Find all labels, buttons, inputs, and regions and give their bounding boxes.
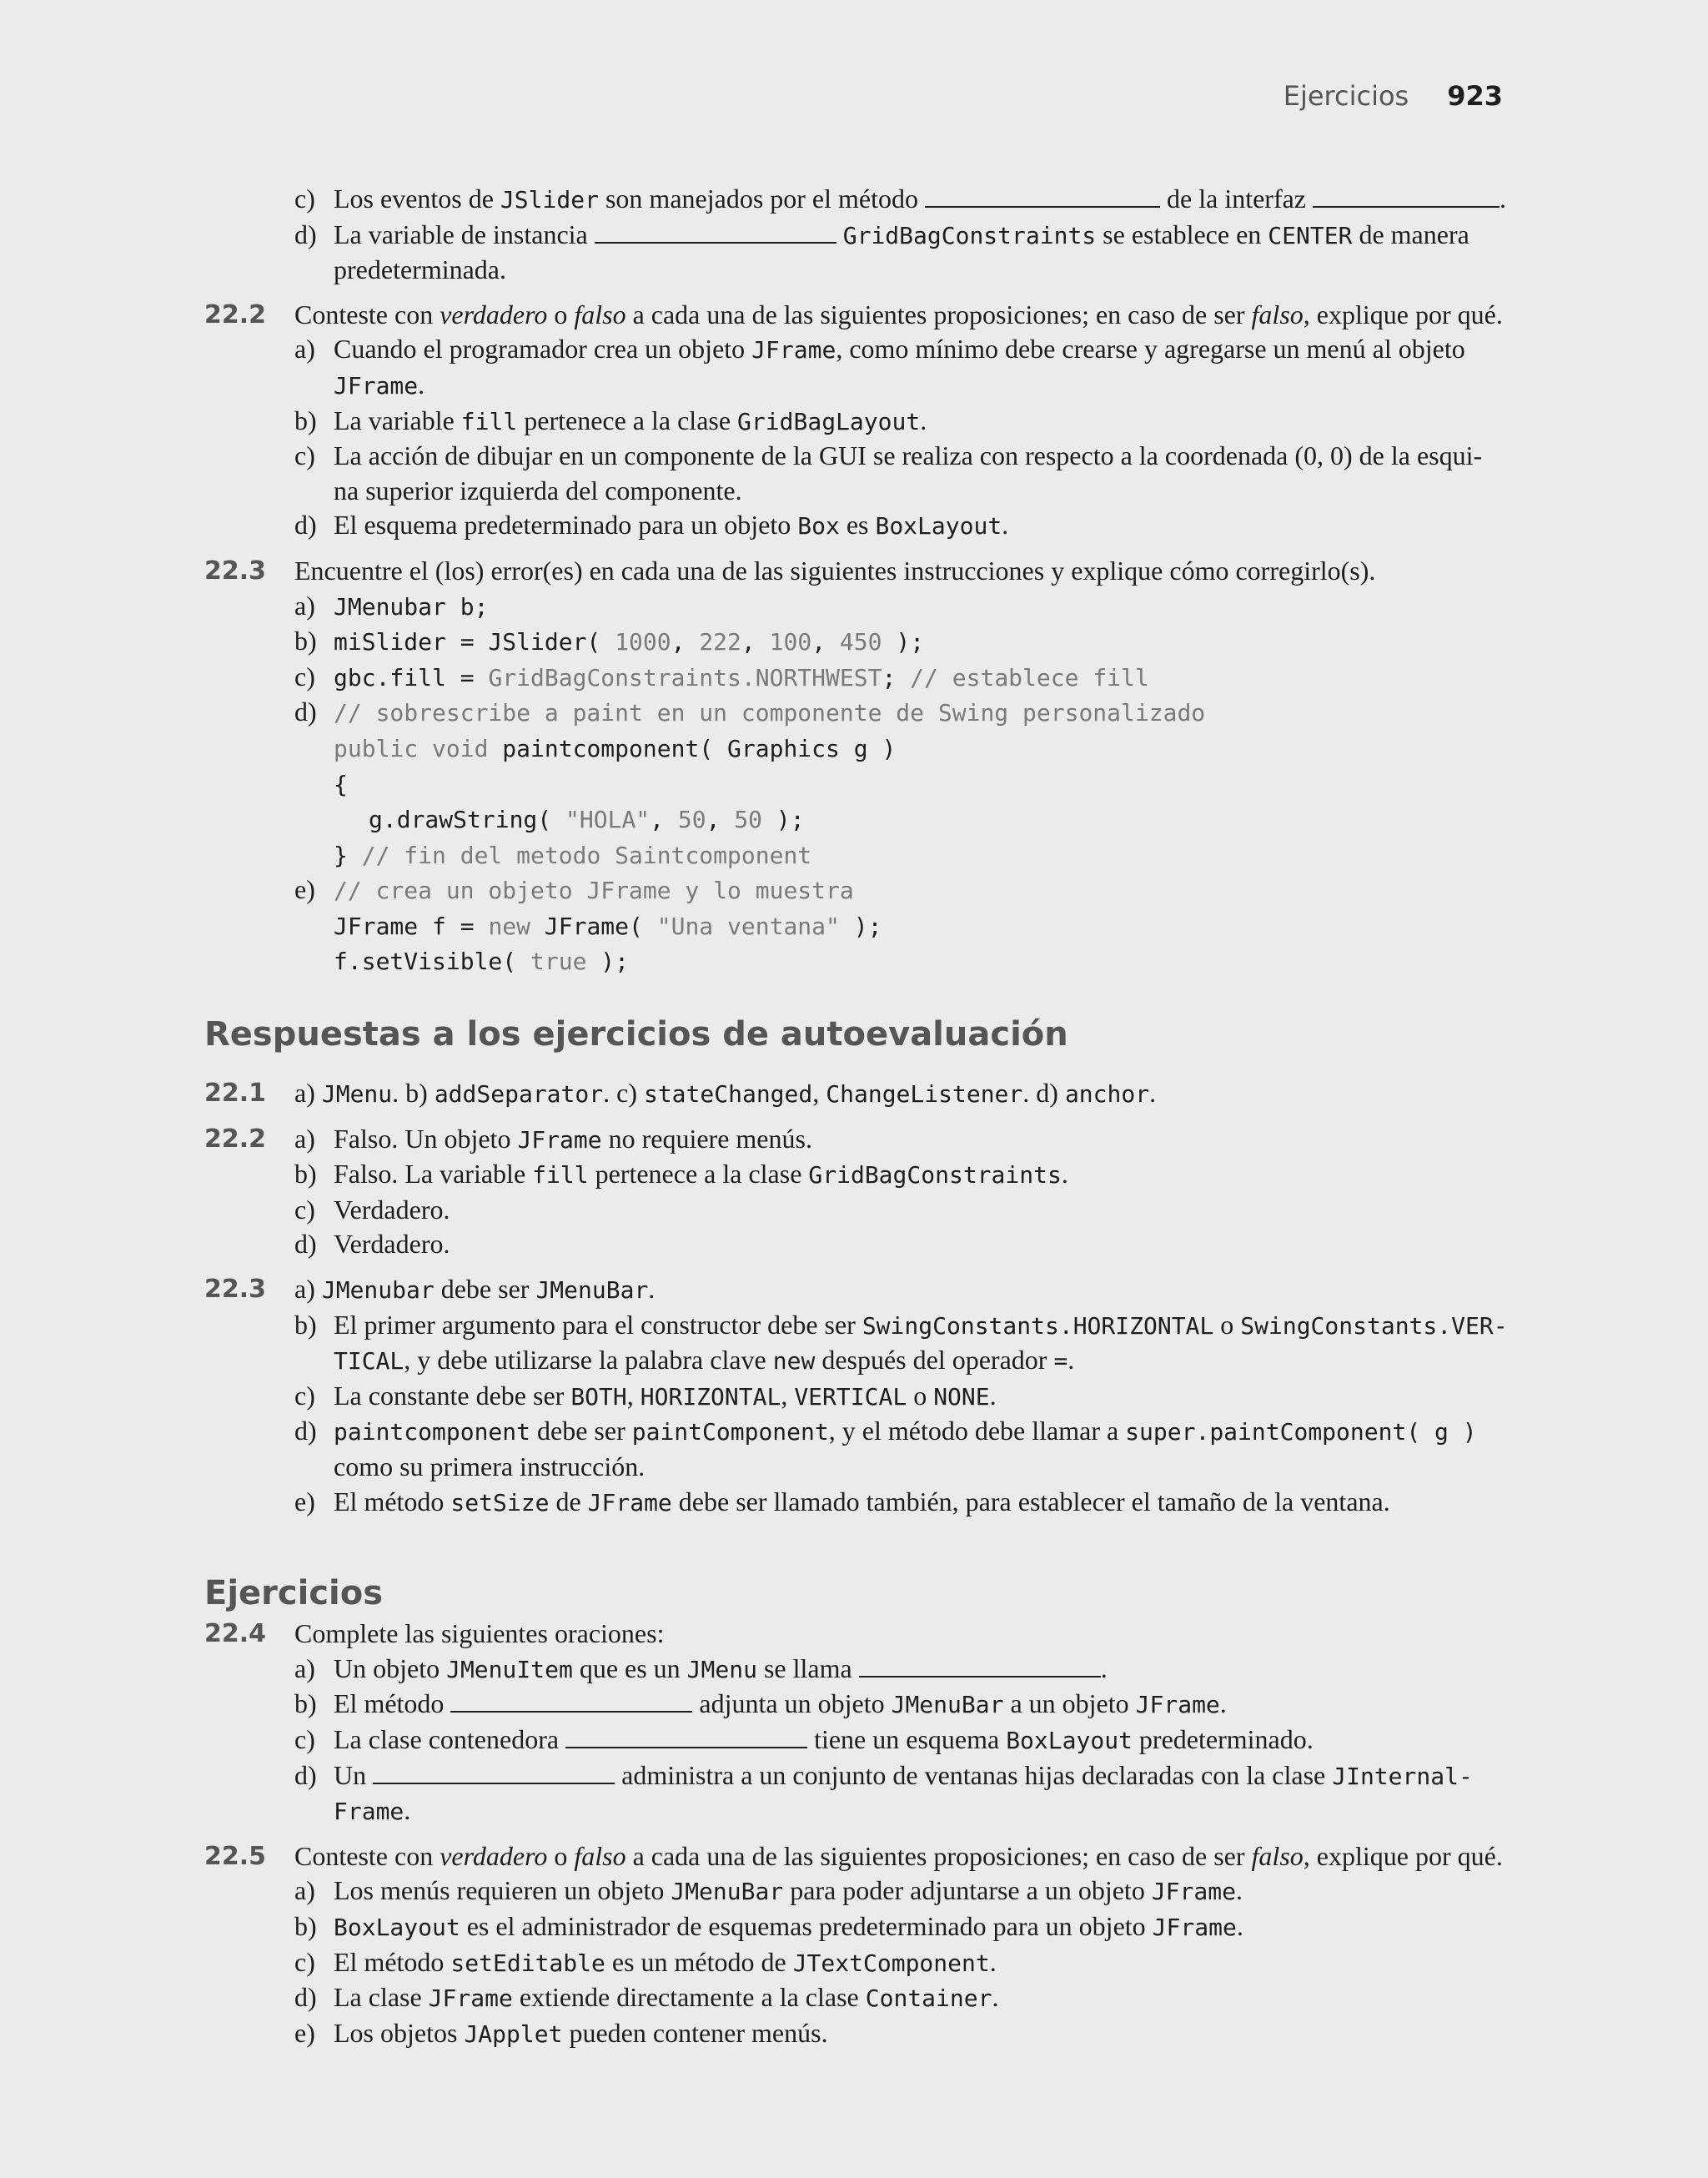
text: , bbox=[781, 1380, 795, 1411]
text: no requiere menús. bbox=[601, 1123, 812, 1154]
text: . bbox=[1235, 1875, 1243, 1906]
code: g.drawString( bbox=[369, 806, 566, 834]
text: , explique por qué. bbox=[1303, 299, 1503, 329]
text: Los menús requieren un objeto bbox=[334, 1875, 671, 1906]
text: se llama bbox=[756, 1652, 852, 1683]
text: La variable de instancia bbox=[334, 219, 588, 249]
text: . bbox=[418, 369, 425, 400]
running-head bbox=[1284, 80, 1503, 112]
item-label: d) bbox=[294, 1982, 317, 2013]
code: new bbox=[772, 1347, 816, 1376]
code: 50 bbox=[734, 806, 763, 834]
answer-22-2-item-a bbox=[204, 1122, 1502, 1158]
text: . bbox=[1500, 184, 1506, 214]
exercise-22-5 bbox=[204, 1839, 1502, 1874]
exercise-22-2-item-a-cont bbox=[204, 368, 1502, 404]
code-keyword: public void bbox=[334, 734, 503, 762]
code: JFrame bbox=[1152, 1913, 1237, 1941]
code: super.paintComponent( g ) bbox=[1125, 1418, 1477, 1446]
text: falso bbox=[574, 1840, 626, 1871]
text: Conteste con bbox=[294, 1840, 440, 1871]
exercise-22-1-item-d bbox=[204, 218, 1502, 254]
code-line bbox=[204, 908, 1502, 944]
code: NONE bbox=[933, 1382, 990, 1411]
item-label: c) bbox=[294, 661, 315, 692]
code: , bbox=[650, 806, 678, 834]
text: Un objeto bbox=[334, 1652, 447, 1683]
code: JMenu bbox=[686, 1655, 757, 1683]
fill-in-blank bbox=[373, 1759, 615, 1784]
code: JMenuItem bbox=[446, 1655, 573, 1683]
code-line bbox=[204, 767, 1502, 802]
code: ); bbox=[762, 806, 805, 834]
text: a cada una de las siguientes proposiciones; en caso de ser bbox=[625, 1840, 1252, 1871]
item-label: b) bbox=[294, 626, 317, 656]
answer-22-1 bbox=[204, 1076, 1502, 1112]
text: verdadero bbox=[440, 299, 548, 329]
text: , explique por qué. bbox=[1303, 1840, 1503, 1871]
text: . c) bbox=[603, 1078, 644, 1109]
answer-22-3-item-d-cont bbox=[204, 1450, 1502, 1485]
text: falso bbox=[1251, 299, 1304, 329]
item-label: b) bbox=[294, 1910, 317, 1941]
text: . bbox=[1219, 1688, 1227, 1719]
text: debe ser llamado también, para establecer el tamaño de la ventana. bbox=[671, 1486, 1390, 1517]
item-label: b) bbox=[294, 1309, 317, 1340]
item-label: c) bbox=[294, 184, 315, 214]
code: , bbox=[741, 628, 770, 656]
item-label: c) bbox=[294, 1723, 315, 1754]
item-label: d) bbox=[294, 510, 317, 541]
code: 450 bbox=[839, 628, 882, 656]
answer-22-2-item-d bbox=[204, 1227, 1502, 1262]
exercise-22-5-item-c bbox=[204, 1945, 1502, 1981]
text: falso bbox=[1251, 1840, 1304, 1871]
spacer bbox=[204, 979, 1502, 1011]
fill-in-blank bbox=[925, 183, 1160, 208]
text: Cuando el programador crea un objeto bbox=[334, 334, 752, 365]
exercise-22-3-item-c bbox=[204, 660, 1502, 696]
text: a) bbox=[294, 1078, 322, 1109]
code: JMenubar bbox=[321, 1276, 435, 1305]
code: ; bbox=[882, 663, 911, 692]
code: JMenuBar bbox=[891, 1691, 1004, 1719]
exercise-22-5-item-b bbox=[204, 1909, 1502, 1945]
code-line bbox=[334, 664, 1149, 692]
exercise-22-4-item-a bbox=[204, 1652, 1502, 1688]
exercise-number: 22.2 bbox=[204, 1124, 267, 1154]
text: La acción de dibujar en un componente de la GUI se realiza con respecto a la coordenada (0, 0) de la esqui- bbox=[334, 440, 1483, 471]
exercise-22-4-item-d-cont bbox=[204, 1793, 1502, 1829]
code: , bbox=[671, 628, 700, 656]
text: , y debe utilizarse la palabra clave bbox=[404, 1345, 773, 1376]
exercise-number: 22.4 bbox=[204, 1619, 267, 1649]
item-label: d) bbox=[294, 1416, 317, 1446]
text: pertenece a la clase bbox=[517, 405, 738, 435]
text: , bbox=[812, 1078, 826, 1109]
text: Encuentre el (los) error(es) en cada una de las siguientes instrucciones y explique cómo corregirlo(s). bbox=[294, 555, 1376, 586]
code: BoxLayout bbox=[334, 1913, 460, 1941]
code: JFrame f = bbox=[334, 912, 489, 940]
item-label: d) bbox=[294, 219, 317, 249]
code bbox=[334, 913, 882, 940]
code-line bbox=[334, 628, 924, 656]
code: } bbox=[334, 841, 362, 869]
item-label: d) bbox=[294, 697, 317, 727]
text: a) bbox=[294, 1274, 322, 1305]
text: después del operador bbox=[815, 1345, 1054, 1376]
code-comment: // fin del metodo Saintcomponent bbox=[361, 841, 812, 869]
text: . bbox=[404, 1795, 411, 1826]
item-label: c) bbox=[294, 440, 315, 471]
text: El método bbox=[334, 1486, 451, 1517]
text: adjunta un objeto bbox=[699, 1688, 892, 1719]
text: Los eventos de bbox=[334, 184, 500, 214]
spacer bbox=[204, 1112, 1502, 1122]
spacer bbox=[204, 1520, 1502, 1570]
item-label: a) bbox=[294, 590, 315, 621]
code: GridBagLayout bbox=[737, 407, 921, 435]
fill-in-blank bbox=[565, 1723, 807, 1748]
code: JInternal- bbox=[1332, 1762, 1473, 1790]
text: Complete las siguientes oraciones: bbox=[294, 1618, 665, 1649]
exercise-22-5-item-e bbox=[204, 2016, 1502, 2052]
code: SwingConstants.HORIZONTAL bbox=[862, 1311, 1214, 1340]
exercises-heading: Ejercicios bbox=[204, 1574, 384, 1613]
code: , bbox=[706, 806, 735, 834]
code: = bbox=[1053, 1347, 1068, 1376]
text: La clase contenedora bbox=[334, 1723, 560, 1754]
code: JFrame bbox=[334, 371, 419, 400]
text: . bbox=[989, 1380, 997, 1411]
answer-22-2-item-c bbox=[204, 1193, 1502, 1228]
code: SwingConstants.VER- bbox=[1240, 1311, 1508, 1340]
code: fill bbox=[532, 1161, 589, 1190]
text: es bbox=[839, 510, 876, 541]
code: JFrame bbox=[1135, 1691, 1220, 1719]
text: . bbox=[920, 405, 927, 435]
page-number: 923 bbox=[1447, 80, 1503, 112]
text: Conteste con bbox=[294, 299, 440, 329]
code: JFrame bbox=[1151, 1878, 1236, 1906]
code: GridBagConstraints bbox=[842, 221, 1097, 249]
code bbox=[334, 842, 811, 869]
code-string: "HOLA" bbox=[565, 806, 651, 834]
text: de bbox=[549, 1486, 588, 1517]
item-label: e) bbox=[294, 2017, 315, 2048]
text: , bbox=[626, 1380, 640, 1411]
code: JApplet bbox=[464, 2020, 563, 2048]
text: es un método de bbox=[605, 1946, 793, 1977]
text: o bbox=[1213, 1309, 1241, 1340]
code: ChangeListener bbox=[826, 1080, 1023, 1109]
exercise-number: 22.1 bbox=[204, 1079, 267, 1109]
code-line bbox=[204, 837, 1502, 873]
code: paintcomponent( Graphics g ) bbox=[502, 734, 897, 762]
text: . bbox=[1236, 1910, 1243, 1941]
text: Un bbox=[334, 1759, 367, 1790]
text: que es un bbox=[572, 1652, 687, 1683]
exercise-22-2 bbox=[204, 298, 1502, 333]
item-label: b) bbox=[294, 405, 317, 435]
text: pueden contener menús. bbox=[562, 2017, 828, 2048]
text: . bbox=[989, 1946, 997, 1977]
code bbox=[369, 806, 805, 833]
text: La clase bbox=[334, 1982, 429, 2013]
code: JFrame( bbox=[530, 912, 657, 940]
text: administra a un conjunto de ventanas hijas declaradas con la clase bbox=[621, 1759, 1333, 1790]
text: tiene un esquema bbox=[814, 1723, 1007, 1754]
text: El método bbox=[334, 1946, 451, 1977]
code: JSlider bbox=[500, 186, 599, 214]
exercise-22-1-item-d-cont bbox=[204, 253, 1502, 288]
spacer bbox=[204, 1262, 1502, 1272]
answer-22-3-item-c bbox=[204, 1379, 1502, 1415]
exercise-22-2-item-b bbox=[204, 404, 1502, 440]
item-label: a) bbox=[294, 1652, 315, 1683]
item-label: e) bbox=[294, 874, 315, 905]
answer-22-3-item-a bbox=[204, 1272, 1502, 1308]
text: La variable bbox=[334, 405, 461, 435]
exercise-22-2-item-c-cont bbox=[204, 474, 1502, 509]
exercise-22-1-item-c bbox=[204, 182, 1506, 218]
text: para poder adjuntarse a un objeto bbox=[783, 1875, 1152, 1906]
text: predeterminada. bbox=[334, 254, 506, 285]
code: JFrame bbox=[517, 1125, 602, 1154]
exercise-22-3-item-d bbox=[204, 695, 1502, 731]
code: setSize bbox=[450, 1488, 550, 1517]
code-line bbox=[204, 731, 1502, 767]
code: JMenuBar bbox=[671, 1878, 784, 1906]
item-label: b) bbox=[294, 1688, 317, 1719]
text: a un objeto bbox=[1003, 1688, 1136, 1719]
spacer bbox=[204, 1058, 1502, 1076]
code: addSeparator bbox=[434, 1080, 604, 1109]
exercise-number: 22.5 bbox=[204, 1841, 267, 1871]
answers-heading: Respuestas a los ejercicios de autoevaluación bbox=[204, 1015, 1068, 1054]
answer-22-3-item-e bbox=[204, 1485, 1502, 1521]
fill-in-blank bbox=[450, 1688, 692, 1713]
code: miSlider = JSlider( bbox=[334, 628, 615, 656]
text: Falso. La variable bbox=[334, 1159, 533, 1190]
code: HORIZONTAL bbox=[640, 1382, 781, 1411]
code: Frame bbox=[334, 1798, 404, 1826]
text: a cada una de las siguientes proposiciones; en caso de ser bbox=[625, 299, 1252, 329]
text: Verdadero. bbox=[334, 1194, 450, 1225]
exercise-22-2-item-c bbox=[204, 439, 1502, 474]
text: es el administrador de esquemas predeterminado para un objeto bbox=[460, 1910, 1153, 1941]
item-label: c) bbox=[294, 1946, 315, 1977]
code: CENTER bbox=[1268, 221, 1353, 249]
code-string: "Una ventana" bbox=[656, 912, 840, 940]
code: JTextComponent bbox=[792, 1949, 990, 1977]
exercise-22-4 bbox=[204, 1617, 1502, 1652]
text: . bbox=[648, 1274, 656, 1305]
code bbox=[334, 948, 629, 975]
code: anchor bbox=[1064, 1080, 1150, 1109]
text: El método bbox=[334, 1688, 445, 1719]
item-label: e) bbox=[294, 1486, 315, 1517]
text: Falso. Un objeto bbox=[334, 1123, 518, 1154]
code: Box bbox=[797, 512, 840, 541]
exercise-22-3-item-b bbox=[204, 624, 1502, 660]
item-label: a) bbox=[294, 334, 315, 365]
text: extiende directamente a la clase bbox=[512, 1982, 866, 2013]
spacer bbox=[204, 288, 1502, 298]
item-label: c) bbox=[294, 1194, 315, 1225]
code: ); bbox=[839, 912, 882, 940]
fill-in-blank bbox=[595, 219, 836, 244]
text: El primer argumento para el constructor debe ser bbox=[334, 1309, 862, 1340]
code: paintcomponent bbox=[334, 1418, 531, 1446]
code: ); bbox=[586, 948, 630, 976]
text: como su primera instrucción. bbox=[334, 1451, 646, 1481]
text: na superior izquierda del componente. bbox=[334, 475, 742, 506]
exercise-22-3 bbox=[204, 554, 1502, 589]
page-content bbox=[204, 182, 1508, 2051]
text: predeterminado. bbox=[1132, 1723, 1314, 1754]
text: . bbox=[1002, 510, 1009, 541]
code: 100 bbox=[769, 628, 812, 656]
code: Container bbox=[865, 1984, 992, 2013]
exercise-22-4-item-d bbox=[204, 1758, 1502, 1794]
code: GridBagConstraints bbox=[808, 1161, 1062, 1190]
code: paintComponent bbox=[631, 1418, 829, 1446]
text: . bbox=[1068, 1345, 1075, 1376]
code-comment: // crea un objeto JFrame y lo muestra bbox=[334, 877, 854, 905]
running-head-title: Ejercicios bbox=[1283, 80, 1409, 112]
text: debe ser bbox=[530, 1416, 632, 1446]
text: . bbox=[1149, 1078, 1157, 1109]
text: El esquema predeterminado para un objeto bbox=[334, 510, 798, 541]
code: f.setVisible( bbox=[334, 948, 531, 976]
item-label: b) bbox=[294, 1159, 317, 1190]
code: , bbox=[811, 628, 840, 656]
text: debe ser bbox=[434, 1274, 536, 1305]
code-keyword: new bbox=[488, 912, 531, 940]
code: fill bbox=[460, 407, 518, 435]
code-comment: // sobrescribe a paint en un componente de Swing personalizado bbox=[334, 699, 1206, 727]
code: { bbox=[334, 770, 348, 798]
code: GridBagConstraints.NORTHWEST bbox=[488, 663, 882, 692]
exercise-number: 22.3 bbox=[204, 556, 267, 586]
exercise-22-3-item-a bbox=[204, 589, 1502, 625]
spacer bbox=[204, 544, 1502, 554]
text: La constante debe ser bbox=[334, 1380, 571, 1411]
answer-22-2-item-b bbox=[204, 1157, 1502, 1193]
text: . bbox=[1061, 1159, 1068, 1190]
code: 1000 bbox=[615, 628, 671, 656]
code: stateChanged bbox=[643, 1080, 813, 1109]
answer-22-3-item-b bbox=[204, 1308, 1508, 1344]
code: JMenu bbox=[321, 1080, 393, 1109]
code: gbc.fill = bbox=[334, 663, 489, 692]
code: 50 bbox=[677, 806, 706, 834]
text: falso bbox=[574, 299, 626, 329]
exercise-number: 22.3 bbox=[204, 1275, 267, 1305]
code: TICAL bbox=[334, 1347, 404, 1376]
code: JFrame bbox=[428, 1984, 513, 2013]
text: o bbox=[547, 1840, 575, 1871]
code: VERTICAL bbox=[794, 1382, 907, 1411]
item-label: a) bbox=[294, 1875, 315, 1906]
item-label: a) bbox=[294, 1123, 315, 1154]
text: de manera bbox=[1352, 219, 1469, 249]
code: JMenubar b; bbox=[334, 592, 489, 621]
code: setEditable bbox=[450, 1949, 605, 1977]
fill-in-blank bbox=[859, 1652, 1101, 1678]
code: JFrame bbox=[751, 336, 836, 365]
answer-22-3-item-d bbox=[204, 1414, 1502, 1450]
exercise-22-4-item-c bbox=[204, 1723, 1502, 1758]
exercise-number: 22.2 bbox=[204, 299, 267, 329]
code-line bbox=[204, 802, 1502, 837]
text: se establece en bbox=[1096, 219, 1268, 249]
exercise-22-3-item-e bbox=[204, 873, 1502, 908]
text: pertenece a la clase bbox=[588, 1159, 809, 1190]
text: o bbox=[907, 1380, 934, 1411]
code: BoxLayout bbox=[875, 512, 1002, 541]
text: , y el método debe llamar a bbox=[828, 1416, 1126, 1446]
text: . bbox=[992, 1982, 999, 2013]
exercise-22-4-item-b bbox=[204, 1687, 1502, 1723]
exercise-22-5-item-a bbox=[204, 1874, 1502, 1909]
answer-22-3-item-b-cont bbox=[204, 1343, 1502, 1379]
code-line bbox=[204, 943, 1502, 979]
code: 222 bbox=[699, 628, 741, 656]
text: . d) bbox=[1022, 1078, 1065, 1109]
exercise-22-2-item-d bbox=[204, 508, 1502, 544]
fill-in-blank bbox=[1313, 183, 1500, 208]
text: . bbox=[1100, 1652, 1108, 1683]
exercise-22-5-item-d bbox=[204, 1980, 1502, 2016]
exercise-22-2-item-a bbox=[204, 332, 1502, 368]
code: BOTH bbox=[570, 1382, 627, 1411]
code: ); bbox=[882, 628, 925, 656]
item-label: c) bbox=[294, 1380, 315, 1411]
item-label: d) bbox=[294, 1229, 317, 1260]
item-label: d) bbox=[294, 1759, 317, 1790]
text: Los objetos bbox=[334, 2017, 465, 2048]
text: , como mínimo debe crearse y agregarse un menú al objeto bbox=[836, 334, 1465, 365]
text: Verdadero. bbox=[334, 1229, 450, 1260]
text: o bbox=[547, 299, 575, 329]
code-comment: // establece fill bbox=[910, 663, 1149, 692]
code: BoxLayout bbox=[1006, 1726, 1133, 1754]
text: verdadero bbox=[440, 1840, 548, 1871]
text: son manejados por el método bbox=[598, 184, 918, 214]
code: JFrame bbox=[587, 1488, 672, 1517]
code: JMenuBar bbox=[535, 1276, 649, 1305]
code bbox=[334, 735, 896, 762]
text: de la interfaz bbox=[1167, 184, 1306, 214]
spacer bbox=[204, 1829, 1502, 1839]
text: . b) bbox=[392, 1078, 435, 1109]
code-keyword: true bbox=[530, 948, 587, 976]
